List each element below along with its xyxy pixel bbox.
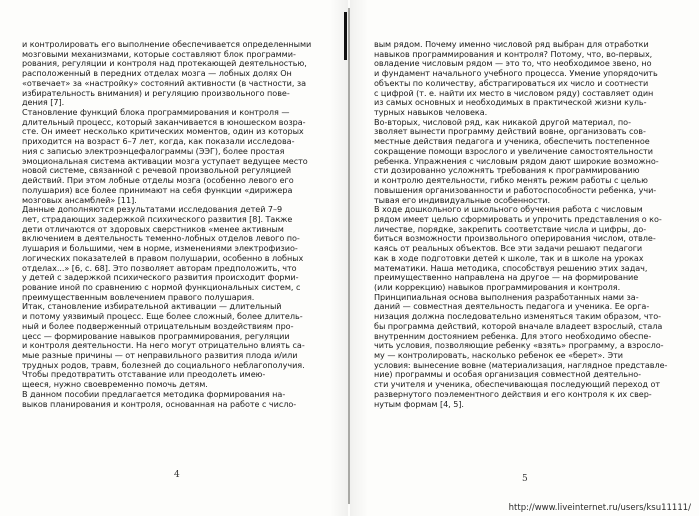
text-line: и контролю деятельности, гибко менять режим работы с целью (374, 175, 648, 186)
text-line: ния с записью электроэнцефалограммы (ЭЭГ), более простая (22, 145, 285, 156)
text-line: даний — совместная деятельность педагога и ученика. Ее орга- (374, 301, 650, 312)
text-line: логических показателей в правом полушарии, особенно в лобных (22, 252, 304, 263)
text-line: сти дозированно усложнять требования к программированию (374, 165, 640, 176)
text-line: сти учителя и ученика, обеспечивающая последующий переход от (374, 379, 661, 390)
text-line: «отвечает» за «настройку» состояний активности (в частности, за (22, 77, 307, 88)
text-line: лет, страдающих задержкой психического развития [8]. Также (22, 213, 293, 224)
text-line: полушария) все более принимают на себя функции «дирижера (22, 184, 293, 195)
fold-shadow-left (330, 0, 348, 516)
text-line: личестве, порядке, закрепить соответствие числа и цифры, до- (374, 223, 647, 234)
text-line: включением в деятельность теменно-лобных отделов левого по- (22, 233, 300, 244)
text-line: лушария и большими, чем в норме, изменениями электрофизио- (22, 243, 298, 254)
text-line: условия: вынесение вовне (материализация, наглядное представле- (374, 359, 668, 370)
text-line: биться возможности произвольного оперирования числом, отвле- (374, 233, 656, 244)
text-line: как в ходе подготовки детей к школе, так и в школе на уроках (374, 252, 644, 263)
text-line: математики. Наша методика, способствуя решению этих задач, (374, 262, 648, 273)
text-line: развернутого поэлементного действия и его контроля к их свер- (374, 388, 652, 399)
text-line: и фундамент начального учебного процесса. Умение упорядочить (374, 68, 658, 79)
right-page-text (374, 40, 674, 409)
text-line: преимущественно направлена на другое — на формирование (374, 272, 639, 283)
text-line: рования, регуляции и контроля над протекающей деятельностью, (22, 58, 307, 69)
right-page (374, 0, 674, 498)
text-line: сте. Он имеет несколько критических моментов, один из которых (22, 126, 304, 137)
text-line: эмоциональная система активации мозга уступает ведущее место (22, 155, 308, 166)
text-line: Данные дополняются результатами исследования детей 7–9 (22, 204, 283, 215)
text-line: Во-вторых, числовой ряд, как никакой другой материал, по- (374, 116, 631, 127)
text-line: цесс — формирование навыков программирования, регуляции (22, 330, 290, 341)
text-line: щееся, нужно своевременно помочь детям. (22, 379, 208, 390)
text-line: турных навыков человека. (374, 107, 488, 118)
text-line: мозговыми механизмами, которые составляют блок программи- (22, 48, 296, 59)
text-line: ребенка. Упражнения с числовым рядом дают широкие возможно- (374, 155, 659, 166)
left-page (22, 0, 324, 498)
text-line: ние) программы и особая организация совместной деятельно- (374, 369, 641, 380)
text-line: повышения организованности и работоспособности ребенка, учи- (374, 184, 657, 195)
text-line: отделах...» [6, с. 68]. Это позволяет авторам предположить, что (22, 262, 297, 273)
text-line: мозговых ансамблей» [11]. (22, 194, 137, 205)
text-line: избирательность внимания) и регуляцию произвольного пове- (22, 87, 290, 98)
text-line: объекты по количеству, абстрагироваться их число и соотнести (374, 77, 649, 88)
text-line: расположенный в передних отделах мозга — лобных долях Он (22, 68, 292, 79)
fold-mark (344, 12, 347, 60)
text-line: внутренним достоянием ребенка. Для этого необходимо обеспе- (374, 330, 652, 341)
left-page-number: 4 (174, 470, 180, 480)
text-line: и контролировать его выполнение обеспечивается определенными (22, 39, 312, 49)
text-line: чить условия, позволяющие ребенку «взять» программу, а взросло- (374, 340, 664, 351)
text-line: выков планирования и контроля, основанная на работе с число- (22, 398, 297, 409)
text-line: В ходе дошкольного и школьного обучения работа с числовым (374, 204, 643, 215)
text-line: действий. При этом лобные отделы мозга (особенно левого его (22, 175, 294, 186)
text-line: длительный процесс, который заканчивается в юношеском возра- (22, 116, 306, 127)
text-line: с цифрой (т. е. найти их место в числовом ряду) составляет один (374, 87, 654, 98)
text-line: каясь от реальных объектов. Все эти задачи решают педагоги (374, 243, 643, 254)
text-line: му — контролировать, насколько ребенок ее «берет». Эти (374, 350, 623, 360)
text-line: низация должна последовательно изменяться таким образом, что- (374, 311, 661, 322)
book-fold (348, 8, 350, 504)
text-line: трудных родов, травм, болезней до социального неблагополучия. (22, 359, 305, 370)
text-line: местные действия педагога и ученика, обеспечить постепенное (374, 136, 650, 147)
text-line: тывая его индивидуальные особенности. (374, 194, 551, 205)
text-line: нутым формам [4, 5]. (374, 398, 464, 409)
text-line: бы программа действий, которой вначале владеет взрослый, стала (374, 320, 663, 331)
text-line: рядом имеет целью сформировать и упрочить представления о ко- (374, 213, 662, 224)
text-line: сокращение помощи взрослого и увеличение самостоятельности (374, 145, 653, 156)
text-line: (или коррекцию) навыков программирования и контроля. (374, 281, 621, 292)
text-line: Итак, становление избирательной активации — длительный (22, 301, 282, 312)
text-line: рование иной по сравнению с нормой функциональных систем, с (22, 281, 301, 292)
text-line: зволяет вынести программу действий вовне, организовать сов- (374, 126, 646, 137)
text-line: дети отличаются от здоровых сверстников «менее активным (22, 223, 284, 234)
text-line: у детей с задержкой психического развития происходит форми- (22, 272, 299, 283)
text-line: приходится на возраст 6–7 лет, когда, как показали исследова- (22, 136, 295, 147)
source-watermark: http://www.liveinternet.ru/users/ksu11111/ (508, 503, 691, 513)
text-line: Становление функций блока программирования и контроля — (22, 107, 290, 118)
text-line: Принципиальная основа выполнения разработанных нами за- (374, 291, 639, 302)
text-line: В данном пособии предлагается методика формирования на- (22, 388, 286, 399)
text-line: овладение числовым рядом — это то, что необходимое звено, но (374, 58, 652, 69)
fold-shadow-right (350, 0, 368, 516)
text-line: вым рядом. Почему именно числовой ряд выбран для отработки (374, 39, 649, 49)
text-line: ный и более подверженный отрицательным воздействиям про- (22, 320, 294, 331)
text-line: мые разные причины — от неправильного развития плода и/или (22, 350, 298, 360)
left-page-text (22, 40, 324, 409)
text-line: и контроля деятельности. На него могут отрицательно влиять са- (22, 340, 305, 351)
text-line: Чтобы предотвратить отставание или преодолеть имею- (22, 369, 266, 380)
text-line: навыков программирования и контроля? Потому, что, во-первых, (374, 48, 653, 59)
right-page-number: 5 (522, 474, 528, 484)
text-line: из самых основных и необходимых в практической жизни куль- (374, 97, 647, 108)
text-line: новой системе, связанной с речевой произвольной регуляцией (22, 165, 292, 176)
text-line: и потому уязвимый процесс. Еще более сложный, более длитель- (22, 311, 303, 322)
text-line: дения [7]. (22, 97, 65, 108)
text-line: преимущественным вовлечением правого полушария. (22, 291, 255, 302)
